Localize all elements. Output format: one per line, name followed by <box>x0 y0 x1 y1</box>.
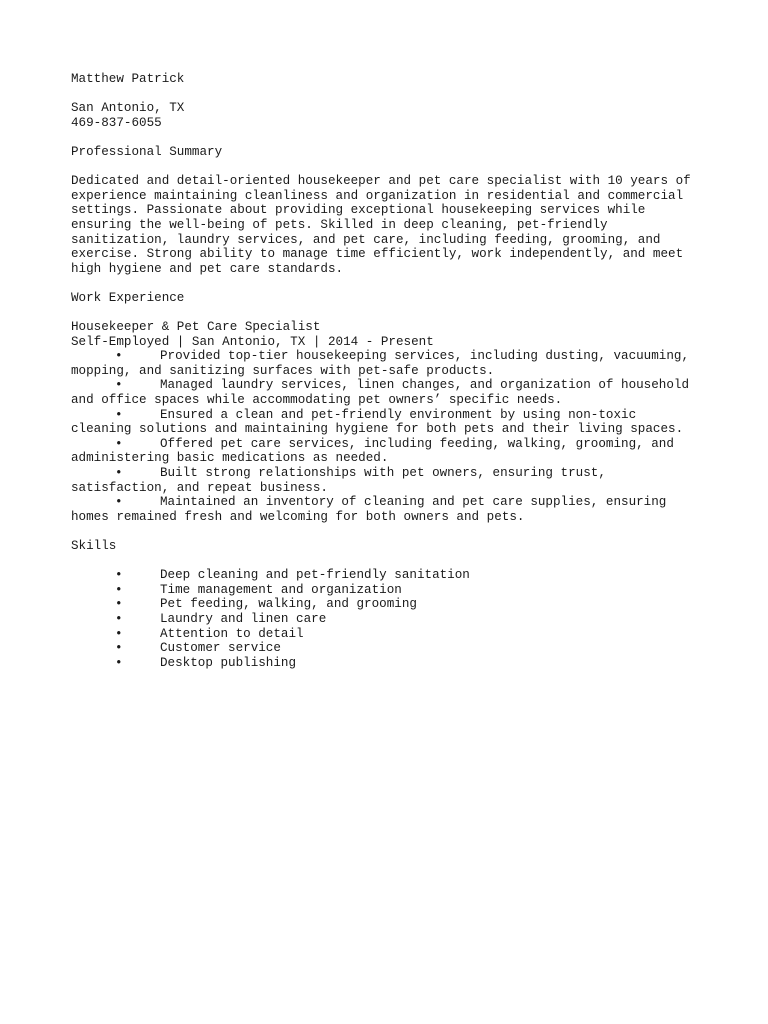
bullet-text-line1: Offered pet care services, including feeding, walking, grooming, and <box>160 436 674 451</box>
experience-bullet <box>71 408 711 437</box>
spacer <box>71 554 711 569</box>
bullet-text-line1: Provided top-tier housekeeping services, including dusting, vacuuming, <box>160 349 690 364</box>
bullet-text-line2: cleaning solutions and maintaining hygiene for both pets and their living spaces. <box>71 422 684 437</box>
candidate-phone: 469-837-6055 <box>71 115 162 130</box>
summary-line: exercise. Strong ability to manage time efficiently, work independently, and meet <box>71 247 684 262</box>
job-meta: Self-Employed | San Antonio, TX | 2014 - Present <box>71 334 434 349</box>
experience-bullet-list <box>71 349 711 524</box>
skill-item <box>71 597 711 612</box>
summary-line: settings. Passionate about providing exceptional housekeeping services while <box>71 203 646 218</box>
spacer <box>71 87 711 102</box>
skill-text: Attention to detail <box>160 626 304 641</box>
bullet-icon: • <box>115 626 123 641</box>
spacer <box>71 306 711 321</box>
bullet-text-line2: homes remained fresh and welcoming for both owners and pets. <box>71 509 525 524</box>
skill-text: Time management and organization <box>160 582 402 597</box>
skill-text: Customer service <box>160 641 281 656</box>
bullet-text-line1: Built strong relationships with pet owners, ensuring trust, <box>160 466 606 481</box>
spacer <box>71 160 711 175</box>
summary-line: ensuring the well-being of pets. Skilled in deep cleaning, pet-friendly <box>71 217 608 232</box>
skill-text: Laundry and linen care <box>160 611 327 626</box>
bullet-text-line1: Maintained an inventory of cleaning and pet care supplies, ensuring <box>160 495 667 510</box>
experience-bullet <box>71 466 711 495</box>
skill-item <box>71 641 711 656</box>
bullet-icon: • <box>115 641 123 656</box>
summary-line: sanitization, laundry services, and pet care, including feeding, grooming, and <box>71 232 661 247</box>
bullet-text-line1: Managed laundry services, linen changes, and organization of household <box>160 378 690 393</box>
bullet-icon: • <box>115 407 123 422</box>
spacer <box>71 276 711 291</box>
candidate-location: San Antonio, TX <box>71 101 185 116</box>
experience-heading: Work Experience <box>71 290 185 305</box>
skills-heading: Skills <box>71 539 117 553</box>
experience-bullet <box>71 349 711 378</box>
skill-item <box>71 612 711 627</box>
candidate-name: Matthew Patrick <box>71 72 185 86</box>
summary-line: Dedicated and detail-oriented housekeeper and pet care specialist with 10 years of <box>71 174 691 189</box>
bullet-icon: • <box>115 349 123 364</box>
bullet-text-line2: satisfaction, and repeat business. <box>71 480 328 495</box>
bullet-text-line1: Ensured a clean and pet-friendly environment by using non-toxic <box>160 407 637 422</box>
summary-heading: Professional Summary <box>71 144 223 159</box>
skill-text: Deep cleaning and pet-friendly sanitation <box>160 568 470 583</box>
experience-bullet <box>71 378 711 407</box>
bullet-icon: • <box>115 495 123 510</box>
bullet-icon: • <box>115 378 123 393</box>
skill-item <box>71 583 711 598</box>
bullet-icon: • <box>115 582 123 597</box>
experience-bullet <box>71 495 711 524</box>
skill-item <box>71 568 711 583</box>
skill-item <box>71 627 711 642</box>
summary-line: experience maintaining cleanliness and organization in residential and commercial <box>71 188 684 203</box>
bullet-icon: • <box>115 466 123 481</box>
bullet-icon: • <box>115 597 123 612</box>
spacer <box>71 524 711 539</box>
bullet-text-line2: and office spaces while accommodating pet owners’ specific needs. <box>71 393 563 408</box>
skill-text: Pet feeding, walking, and grooming <box>160 597 417 612</box>
spacer <box>71 130 711 145</box>
job-title: Housekeeper & Pet Care Specialist <box>71 320 321 335</box>
bullet-icon: • <box>115 655 123 670</box>
bullet-text-line2: administering basic medications as needed. <box>71 451 389 466</box>
summary-paragraph <box>71 174 711 276</box>
bullet-icon: • <box>115 611 123 626</box>
skill-text: Desktop publishing <box>160 655 297 670</box>
skill-item <box>71 656 711 671</box>
skills-list <box>71 568 711 670</box>
experience-bullet <box>71 437 711 466</box>
bullet-icon: • <box>115 568 123 583</box>
bullet-text-line2: mopping, and sanitizing surfaces with pet-safe products. <box>71 363 495 378</box>
summary-line: high hygiene and pet care standards. <box>71 261 344 276</box>
resume-document <box>71 72 711 670</box>
bullet-icon: • <box>115 436 123 451</box>
